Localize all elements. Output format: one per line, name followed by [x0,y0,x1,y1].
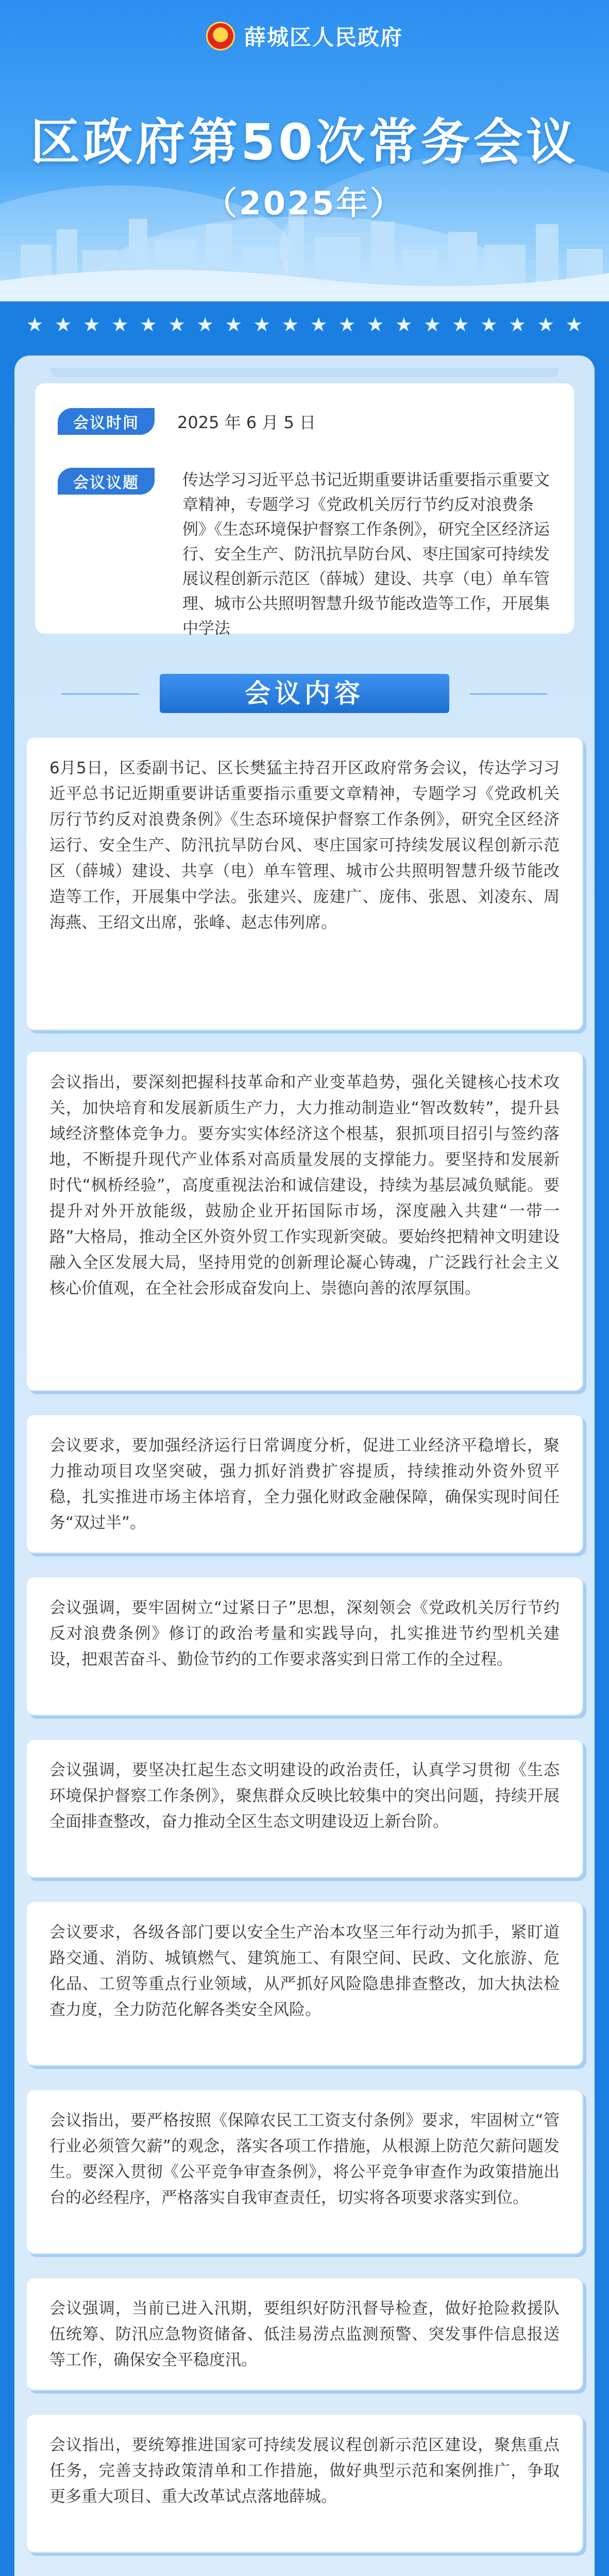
brand-name: 薛城区人民政府 [244,25,403,50]
page-subtitle: （2025年） [205,184,404,222]
star-icon: ★ [509,313,527,336]
content-card [26,737,583,1030]
star-icon: ★ [225,313,243,336]
content-paragraph: 会议要求，要加强经济运行日常调度分析，促进工业经济平稳增长，聚力推动项目攻坚突破，强力抓好消费扩容提质，持续推动外资外贸平稳，扎实推进市场主体培育，全力强化财政金融保障，确保实现时间任务“双过半”。 [49,1436,560,1532]
national-emblem-icon [206,22,235,50]
star-icon: ★ [253,313,271,336]
star-icon: ★ [366,313,384,336]
content-paragraph: 6月5日，区委副书记、区长樊猛主持召开区政府常务会议，传达学习习近平总书记近期重要讲话重要指示重要文章精神，专题学习《党政机关厉行节约反对浪费条例》《生态环境保护督察工作条例》，研究全区经济运行、安全生产、防汛抗旱防台风、枣庄国家可持续发展议程创新示范区（薛城）建设、共享（电）单车管理、城市公共照明智慧升级节能改造等工作，开展集中学法。张建兴、庞建广、庞伟、张恩、刘凌东、周海燕、王绍文出席，张峰、赵志伟列席。 [49,759,560,932]
content-card [26,1901,583,2066]
content-paragraph: 会议强调，要牢固树立“过紧日子”思想，深刻领会《党政机关厉行节约反对浪费条例》修订的政治考量和实践导向，扎实推进节约型机关建设，把艰苦奋斗、勤俭节约的工作要求落实到日常工作的全过程。 [49,1599,560,1669]
star-icon: ★ [565,313,583,336]
header-banner [0,0,609,301]
star-icon: ★ [537,313,555,336]
star-icon: ★ [480,313,498,336]
star-icon: ★ [310,313,328,336]
content-paragraph: 会议指出，要严格按照《保障农民工工资支付条例》要求，牢固树立“管行业必须管欠薪”的观念，落实各项工作措施，从根源上防范欠薪问题发生。要深入贯彻《公平竞争审查条例》，将公平竞争审查作为政策措施出台的必经程序，严格落实自我审查责任，切实将各项要求落实到位。 [49,2111,560,2207]
star-icon: ★ [196,313,214,336]
content-card [26,1051,583,1391]
content-card [26,2277,583,2391]
meeting-time-row [58,408,316,435]
page-title: 区政府第50次常务会议 [30,113,579,171]
content-card [26,1577,583,1716]
section-heading-content [0,665,609,716]
star-icon: ★ [139,313,157,336]
star-icon: ★ [54,313,72,336]
meeting-time-label: 会议时间 [58,408,155,435]
content-paragraph: 会议指出，要统筹推进国家可持续发展议程创新示范区建设，聚焦重点任务，完善支持政策清单和工作措施，做好典型示范和案例推广，争取更多重大项目、重大改革试点落地薛城。 [49,2436,560,2506]
star-icon: ★ [82,313,100,336]
meeting-info-box [35,383,574,638]
meeting-time-value: 2025 年 6 月 5 日 [177,413,316,432]
star-icon: ★ [423,313,441,336]
content-paragraph: 会议强调，要坚决扛起生态文明建设的政治责任，认真学习贯彻《生态环境保护督察工作条例》，聚焦群众反映比较集中的突出问题，持续开展全面排查整改，奋力推动全区生态文明建设迈上新台阶。 [49,1761,560,1831]
section-title: 会议内容 [245,679,364,708]
star-icon: ★ [111,313,129,336]
star-icon: ★ [451,313,469,336]
star-icon: ★ [26,313,44,336]
meeting-topic-label: 会议议题 [58,468,155,495]
content-paragraph: 会议指出，要深刻把握科技革命和产业变革趋势，强化关键核心技术攻关，加快培育和发展新质生产力，大力推动制造业“智改数转”，提升县域经济整体竞争力。要夯实实体经济这个根基，狠抓项目招引与签约落地，不断提升现代产业体系对高质量发展的支撑能力。要坚持和发展新时代“枫桥经验”，高度重视法治和诚信建设，持续为基层减负赋能。要提升对外开放能级，鼓励企业开拓国际市场，深度融入共建“一带一路”大格局，推动全区外资外贸工作实现新突破。要始终把精神文明建设融入全区发展大局，坚持用党的创新理论凝心铸魂，广泛践行社会主义核心价值观，在全社会形成奋发向上、崇德向善的浓厚氛围。 [49,1073,560,1298]
star-divider [0,309,609,340]
brand-bar [0,0,609,72]
star-icon: ★ [281,313,299,336]
star-icon: ★ [167,313,186,336]
star-icon: ★ [395,313,413,336]
content-paragraph: 会议强调，当前已进入汛期，要组织好防汛督导检查，做好抢险救援队伍统筹、防汛应急物资储备、低洼易涝点监测预警、突发事件信息报送等工作，确保安全平稳度汛。 [49,2299,560,2369]
content-paragraph: 会议要求，各级各部门要以安全生产治本攻坚三年行动为抓手，紧盯道路交通、消防、城镇燃气、建筑施工、有限空间、民政、文化旅游、危化品、工贸等重点行业领域，从严抓好风险隐患排查整改，加大执法检查力度，全力防范化解各类安全风险。 [49,1923,560,2019]
meeting-info-card [14,368,595,641]
content-card [26,2414,583,2553]
meeting-topic-value: 传达学习习近平总书记近期重要讲话重要指示重要文章精神，专题学习《党政机关厉行节约反对浪费条例》《生态环境保护督察工作条例》，研究全区经济运行、安全生产、防汛抗旱防台风、枣庄国家可持续发展议程创新示范区（薛城）建设、共享（电）单车管理、城市公共照明智慧升级节能改造等工作，开展集中学法 [182,471,550,638]
content-card [26,2089,583,2254]
star-icon: ★ [338,313,356,336]
content-card [26,1414,583,1553]
content-card [26,1739,583,1878]
